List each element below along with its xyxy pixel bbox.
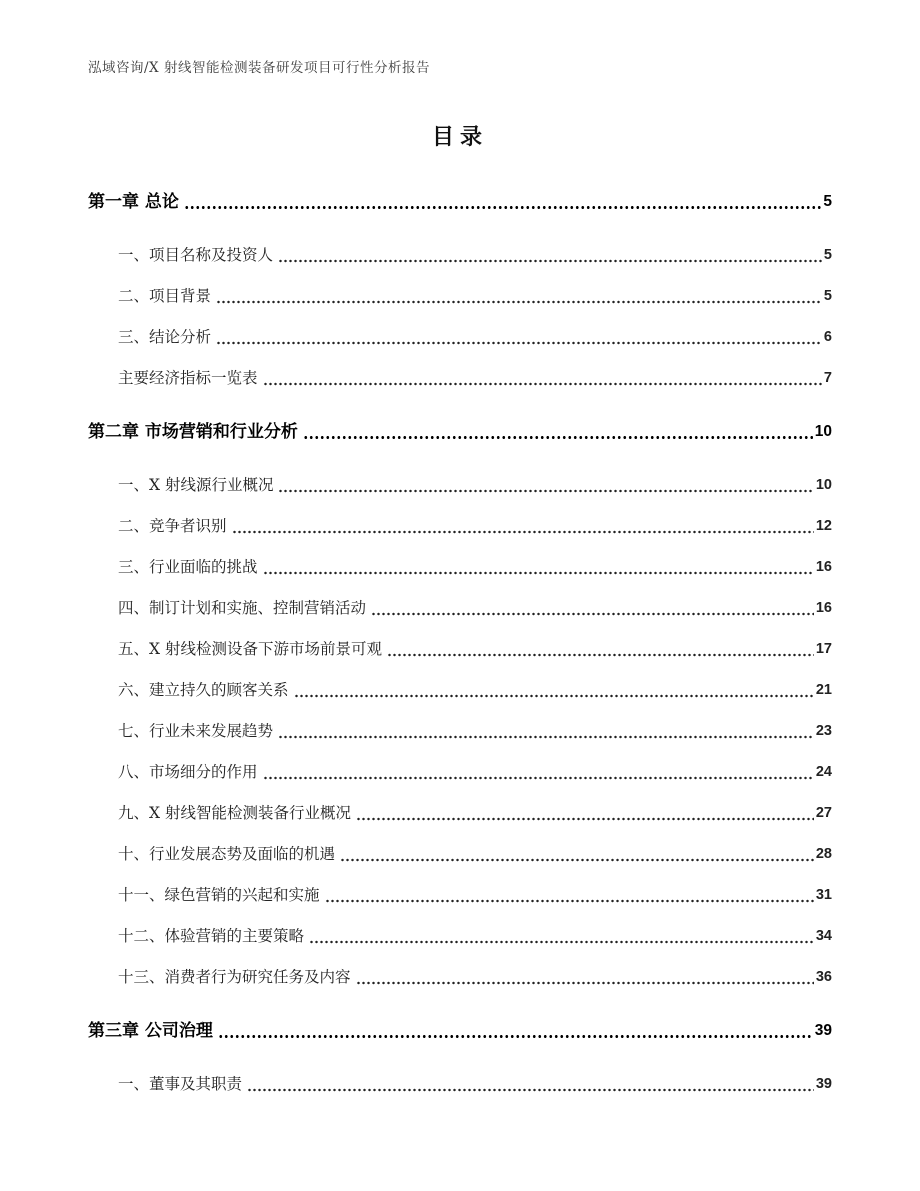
toc-entry-page: 34	[815, 928, 832, 944]
dot-leader	[263, 571, 814, 575]
toc-entry-item[interactable]	[118, 367, 832, 390]
toc-entry-item[interactable]	[118, 556, 832, 579]
toc-entry-label: 第三章 公司治理	[88, 1021, 213, 1041]
toc-entry-page: 39	[815, 1076, 832, 1092]
toc-entry-item[interactable]	[118, 244, 832, 267]
toc-entry-item[interactable]	[118, 474, 832, 497]
toc-entry-page: 5	[823, 247, 832, 263]
toc-entry-page: 27	[815, 805, 832, 821]
toc-entry-label: 十一、绿色营销的兴起和实施	[118, 886, 320, 904]
toc-entry-label: 十二、体验营销的主要策略	[118, 927, 305, 945]
dot-leader	[356, 981, 814, 985]
toc-entry-page: 10	[814, 423, 832, 440]
dot-leader	[278, 259, 822, 263]
toc-entry-label: 一、董事及其职责	[118, 1075, 243, 1093]
toc-entry-page: 7	[823, 370, 832, 386]
dot-leader	[247, 1088, 814, 1092]
toc-entry-label: 第二章 市场营销和行业分析	[88, 422, 298, 442]
toc-entry-page: 5	[823, 193, 832, 210]
toc-entry-page: 12	[815, 518, 832, 534]
toc-entry-item[interactable]	[118, 597, 832, 620]
toc-entry-page: 16	[815, 600, 832, 616]
toc-title: 目录	[431, 124, 488, 150]
toc-entry-label: 八、市场细分的作用	[118, 763, 258, 781]
toc-entry-chapter[interactable]	[88, 420, 832, 444]
toc-entry-page: 10	[815, 477, 832, 493]
dot-leader	[325, 899, 814, 903]
toc-entry-label: 一、X 射线源行业概况	[118, 476, 274, 494]
toc-entry-item[interactable]	[118, 761, 832, 784]
toc-entry-item[interactable]	[118, 326, 832, 349]
toc-entry-item[interactable]	[118, 925, 832, 948]
toc-entry-chapter[interactable]	[88, 190, 832, 214]
toc-entry-label: 十三、消费者行为研究任务及内容	[118, 968, 351, 986]
toc-entry-label: 七、行业未来发展趋势	[118, 722, 274, 740]
dot-leader	[278, 735, 814, 739]
toc-entry-page: 5	[823, 288, 832, 304]
document-header	[88, 58, 832, 78]
toc-entry-page: 21	[815, 682, 832, 698]
toc-entry-page: 24	[815, 764, 832, 780]
toc-entry-item[interactable]	[118, 843, 832, 866]
toc-entry-item[interactable]	[118, 966, 832, 989]
toc-entry-item[interactable]	[118, 638, 832, 661]
toc-entry-label: 九、X 射线智能检测装备行业概况	[118, 804, 351, 822]
toc-entry-item[interactable]	[118, 679, 832, 702]
toc-entry-label: 第一章 总论	[88, 192, 179, 212]
dot-leader	[371, 612, 814, 616]
toc-entry-label: 五、X 射线检测设备下游市场前景可观	[118, 640, 382, 658]
toc-entry-chapter[interactable]	[88, 1019, 832, 1043]
toc-entry-item[interactable]	[118, 515, 832, 538]
dot-leader	[216, 300, 822, 304]
toc-list	[88, 190, 832, 1096]
toc-entry-label: 十、行业发展态势及面临的机遇	[118, 845, 336, 863]
toc-entry-item[interactable]	[118, 884, 832, 907]
toc-entry-label: 二、项目背景	[118, 287, 212, 305]
toc-entry-page: 16	[815, 559, 832, 575]
toc-entry-page: 31	[815, 887, 832, 903]
toc-entry-item[interactable]	[118, 802, 832, 825]
toc-entry-label: 主要经济指标一览表	[118, 369, 258, 387]
dot-leader	[184, 205, 821, 210]
toc-entry-label: 六、建立持久的顾客关系	[118, 681, 289, 699]
toc-entry-label: 二、竞争者识别	[118, 517, 227, 535]
toc-entry-item[interactable]	[118, 1073, 832, 1096]
dot-leader	[294, 694, 814, 698]
dot-leader	[303, 435, 813, 440]
toc-entry-page: 6	[823, 329, 832, 345]
dot-leader	[263, 776, 814, 780]
toc-entry-page: 39	[814, 1022, 832, 1039]
toc-entry-label: 一、项目名称及投资人	[118, 246, 274, 264]
dot-leader	[340, 858, 814, 862]
dot-leader	[387, 653, 814, 657]
toc-entry-page: 17	[815, 641, 832, 657]
dot-leader	[278, 489, 813, 493]
dot-leader	[263, 382, 822, 386]
toc-entry-label: 三、结论分析	[118, 328, 212, 346]
dot-leader	[218, 1034, 813, 1039]
toc-entry-page: 36	[815, 969, 832, 985]
dot-leader	[356, 817, 814, 821]
toc-entry-item[interactable]	[118, 285, 832, 308]
toc-entry-page: 28	[815, 846, 832, 862]
toc-entry-item[interactable]	[118, 720, 832, 743]
header-text: 泓域咨询/X 射线智能检测装备研发项目可行性分析报告	[88, 60, 430, 76]
dot-leader	[216, 341, 822, 345]
toc-entry-label: 三、行业面临的挑战	[118, 558, 258, 576]
toc-entry-label: 四、制订计划和实施、控制营销活动	[118, 599, 367, 617]
toc-entry-page: 23	[815, 723, 832, 739]
dot-leader	[232, 530, 814, 534]
dot-leader	[309, 940, 814, 944]
